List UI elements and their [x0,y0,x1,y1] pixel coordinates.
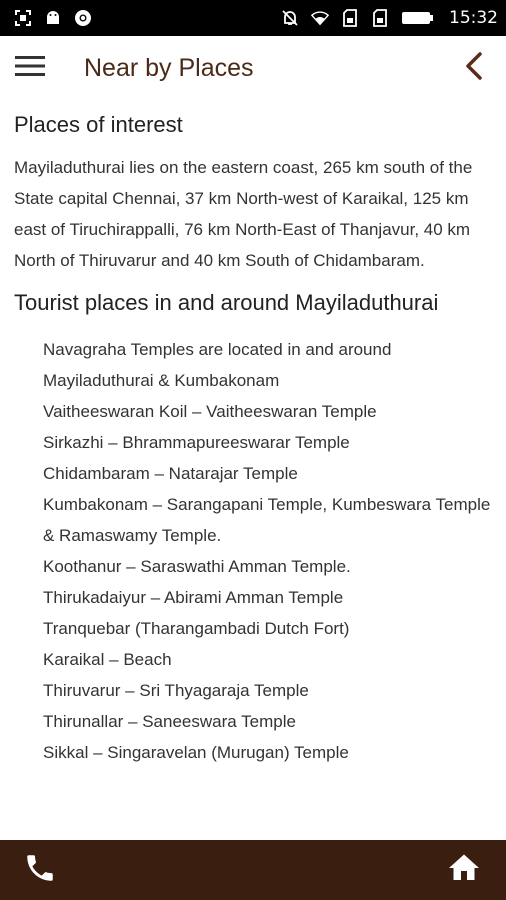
mute-icon [281,9,299,27]
status-bar-right [281,8,498,28]
places-list [43,334,492,768]
battery-icon [401,9,435,27]
status-bar [0,0,506,36]
list-item: Vaitheeswaran Koil – Vaitheeswaran Temple [43,402,377,421]
home-icon [446,850,482,891]
wifi-icon [311,9,329,27]
list-item: Thirukadaiyur – Abirami Amman Temple [43,588,344,607]
back-button[interactable] [456,50,492,86]
menu-button[interactable] [2,36,58,100]
status-time: 15:32 [449,8,498,28]
android-icon [44,9,62,27]
sim2-icon [371,9,389,27]
tourist-places-heading: Tourist places in and around Mayiladuthurai [14,290,439,315]
list-item: Sikkal – Singaravelan (Murugan) Temple [43,743,349,762]
sim-icon [341,9,359,27]
list-item: Chidambaram – Natarajar Temple [43,464,298,483]
app-bar [0,36,506,100]
status-bar-left [14,9,92,27]
list-item: Thirunallar – Saneeswara Temple [43,712,296,731]
list-item: Koothanur – Saraswathi Amman Temple. [43,557,351,576]
list-item: Thiruvarur – Sri Thyagaraja Temple [43,681,309,700]
list-item: Karaikal – Beach [43,650,172,669]
list-item: Sirkazhi – Bhrammapureeswarar Temple [43,433,350,452]
list-item: Tranquebar (Tharangambadi Dutch Fort) [43,619,350,638]
phone-icon [23,851,57,890]
home-button[interactable] [444,850,484,890]
bottom-bar [0,840,506,900]
hamburger-menu-icon [15,55,45,82]
screenshot-icon [14,9,32,27]
page-title: Near by Places [84,53,254,82]
chevron-left-icon [464,51,484,86]
list-item: Kumbakonam – Sarangapani Temple, Kumbeswara Temple & Ramaswamy Temple. [43,495,491,545]
places-of-interest-heading: Places of interest [14,112,183,137]
intro-paragraph: Mayiladuthurai lies on the eastern coast, 265 km south of the State capital Chennai, 37 km North-west of Karaikal, 125 km east of Tiruchirappalli, 76 km North-East of Thanjavur, 40 km North of Thiruvarur and 40 km South of Chidambaram. [14,158,473,270]
list-item: Navagraha Temples are located in and around Mayiladuthurai & Kumbakonam [43,340,392,390]
chrome-icon [74,9,92,27]
call-button[interactable] [20,850,60,890]
content-area[interactable] [0,100,506,840]
